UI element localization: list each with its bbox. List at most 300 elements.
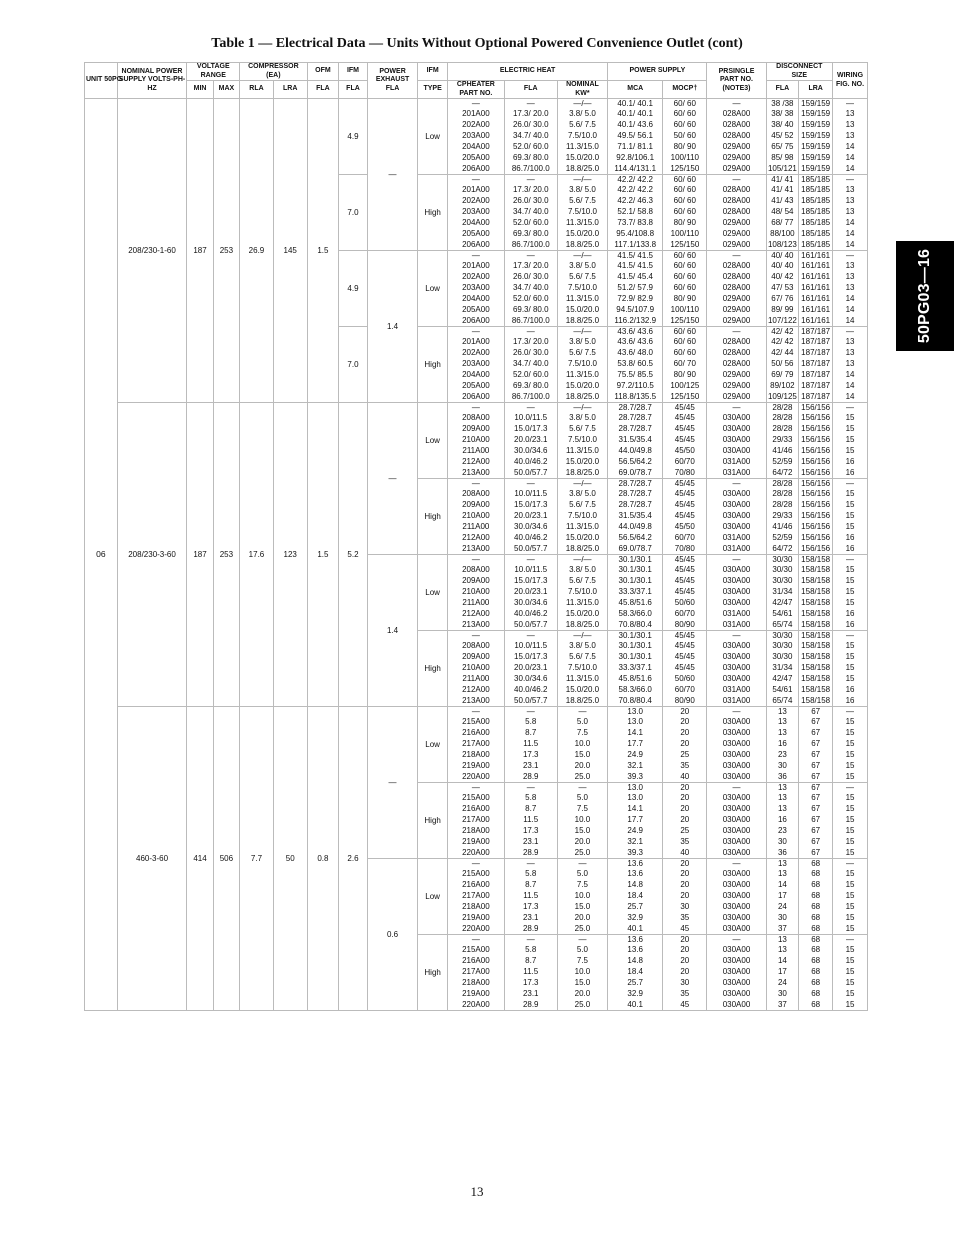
heat-fla-cell: 8.7 [504, 727, 557, 738]
wiring-fig-no-cell: 15 [833, 521, 868, 532]
wiring-fig-no-cell: 14 [833, 293, 868, 304]
prsingle-part-no-cell: — [707, 175, 766, 185]
prsingle-part-no-cell: 030A00 [707, 901, 766, 912]
mocp-cell: 20 [663, 944, 707, 955]
cpheater-part-no-cell: 212A00 [447, 608, 504, 619]
ifm-type-cell: Low [418, 251, 448, 327]
disconnect-lra-cell: 156/156 [799, 403, 833, 413]
prsingle-part-no-cell: 029A00 [707, 163, 766, 175]
heat-fla-cell: 86.7/100.0 [504, 391, 557, 403]
cpheater-part-no-cell: 202A00 [447, 347, 504, 358]
disconnect-lra-cell: 159/159 [799, 108, 833, 119]
nominal-kw-cell: —/— [557, 327, 608, 337]
prsingle-part-no-cell: 030A00 [707, 999, 766, 1011]
prsingle-part-no-cell: — [707, 631, 766, 641]
mca-cell: 70.8/80.4 [608, 619, 663, 631]
nominal-kw-cell: 11.3/15.0 [557, 293, 608, 304]
heat-fla-cell: 50.0/57.7 [504, 695, 557, 707]
mca-cell: 69.0/78.7 [608, 543, 663, 555]
prsingle-part-no-cell: 028A00 [707, 184, 766, 195]
disconnect-lra-cell: 67 [799, 716, 833, 727]
cpheater-part-no-cell: 206A00 [447, 163, 504, 175]
disconnect-lra-cell: 158/158 [799, 619, 833, 631]
cpheater-part-no-cell: 208A00 [447, 640, 504, 651]
cpheater-part-no-cell: 218A00 [447, 901, 504, 912]
mocp-cell: 60/ 60 [663, 260, 707, 271]
nominal-kw-cell: 7.5/10.0 [557, 434, 608, 445]
disconnect-lra-cell: 67 [799, 727, 833, 738]
mca-cell: 24.9 [608, 749, 663, 760]
heat-fla-cell: 34.7/ 40.0 [504, 358, 557, 369]
mocp-cell: 60/ 60 [663, 195, 707, 206]
heat-fla-cell: — [504, 403, 557, 413]
disconnect-fla-cell: 105/121 [767, 164, 797, 173]
cpheater-part-no-cell: 218A00 [447, 825, 504, 836]
disconnect-lra-cell: 67 [799, 749, 833, 760]
prsingle-part-no-cell: — [707, 327, 766, 337]
compressor-lra-cell: 50 [273, 707, 307, 1011]
prsingle-part-no-cell: 030A00 [707, 662, 766, 673]
cpheater-part-no-cell: 213A00 [447, 695, 504, 707]
nominal-kw-cell: 18.8/25.0 [557, 695, 608, 707]
prsingle-part-no-cell: 030A00 [707, 651, 766, 662]
disconnect-lra-cell: 158/158 [799, 597, 833, 608]
disconnect-lra-cell: 161/161 [799, 304, 833, 315]
prsingle-part-no-cell: 030A00 [707, 521, 766, 532]
nominal-kw-cell: 3.8/ 5.0 [557, 336, 608, 347]
mocp-cell: 45/45 [663, 651, 707, 662]
disconnect-lra-cell: 187/187 [799, 369, 833, 380]
disconnect-lra-cell: 158/158 [799, 631, 833, 641]
prsingle-part-no-cell: 031A00 [707, 619, 766, 631]
cpheater-part-no-cell: 211A00 [447, 521, 504, 532]
mocp-cell: 35 [663, 760, 707, 771]
heat-fla-cell: 86.7/100.0 [504, 315, 557, 327]
cpheater-part-no-cell: 217A00 [447, 890, 504, 901]
cpheater-part-no-cell: 211A00 [447, 445, 504, 456]
heat-fla-cell: 11.5 [504, 814, 557, 825]
ifm-type-cell: High [418, 935, 448, 1011]
disconnect-lra-cell: 67 [799, 738, 833, 749]
prsingle-part-no-cell: — [707, 555, 766, 565]
nominal-kw-cell: 5.6/ 7.5 [557, 423, 608, 434]
nominal-kw-cell: —/— [557, 251, 608, 261]
prsingle-part-no-cell: — [707, 403, 766, 413]
mca-cell: 24.9 [608, 825, 663, 836]
prsingle-part-no-cell: 031A00 [707, 543, 766, 555]
mca-cell: 32.9 [608, 912, 663, 923]
wiring-fig-no-cell: 15 [833, 999, 868, 1011]
wiring-fig-no-cell: 14 [833, 315, 868, 327]
compressor-lra-cell: 123 [273, 403, 307, 707]
mca-cell: 56.5/64.2 [608, 532, 663, 543]
prsingle-part-no-cell: 030A00 [707, 803, 766, 814]
heat-fla-cell: 15.0/17.3 [504, 575, 557, 586]
header-nominal-kw: NOMINAL KW* [557, 81, 608, 99]
disconnect-fla-cell: 47/ 53 [766, 282, 799, 293]
heat-fla-cell: 15.0/17.3 [504, 499, 557, 510]
mocp-cell: 45/45 [663, 499, 707, 510]
cpheater-part-no-cell: 218A00 [447, 977, 504, 988]
mca-cell: 28.7/28.7 [608, 488, 663, 499]
heat-fla-cell: — [504, 783, 557, 793]
cpheater-part-no-cell: 201A00 [447, 108, 504, 119]
mocp-cell: 45/45 [663, 479, 707, 489]
nominal-kw-cell: 7.5 [557, 727, 608, 738]
disconnect-fla-cell: 42/47 [766, 597, 799, 608]
heat-fla-cell: — [504, 175, 557, 185]
heat-fla-cell: — [504, 555, 557, 565]
cpheater-part-no-cell: 203A00 [447, 206, 504, 217]
disconnect-lra-cell: 158/158 [799, 575, 833, 586]
disconnect-lra-cell: 68 [799, 977, 833, 988]
wiring-fig-no-cell: 15 [833, 825, 868, 836]
mca-cell: 28.7/28.7 [608, 412, 663, 423]
prsingle-part-no-cell: 030A00 [707, 727, 766, 738]
heat-fla-cell: 30.0/34.6 [504, 597, 557, 608]
disconnect-fla-cell: 45/ 52 [766, 130, 799, 141]
heat-fla-cell: 23.1 [504, 760, 557, 771]
wiring-fig-no-cell: 15 [833, 977, 868, 988]
heat-fla-cell: 20.0/23.1 [504, 510, 557, 521]
disconnect-fla-cell: 24 [766, 977, 799, 988]
disconnect-lra-cell: 158/158 [799, 564, 833, 575]
nominal-kw-cell: 5.0 [557, 792, 608, 803]
mca-cell: 45.8/51.6 [608, 673, 663, 684]
mocp-cell: 20 [663, 727, 707, 738]
cpheater-part-no-cell: 219A00 [447, 836, 504, 847]
disconnect-lra-cell: 68 [799, 879, 833, 890]
wiring-fig-no-cell: — [833, 175, 868, 185]
prsingle-part-no-cell: 028A00 [707, 336, 766, 347]
nominal-kw-cell: 25.0 [557, 999, 608, 1011]
mca-cell: 18.4 [608, 890, 663, 901]
heat-fla-cell: 26.0/ 30.0 [504, 347, 557, 358]
disconnect-lra-cell: 156/156 [799, 412, 833, 423]
mocp-cell: 25 [663, 825, 707, 836]
mca-cell: 17.7 [608, 738, 663, 749]
mocp-cell: 50/60 [663, 673, 707, 684]
wiring-fig-no-cell: 14 [833, 369, 868, 380]
nominal-kw-cell: 18.8/25.0 [557, 619, 608, 631]
mocp-cell: 60/ 60 [663, 251, 707, 261]
heat-fla-cell: 50.0/57.7 [504, 467, 557, 479]
cpheater-part-no-cell: 212A00 [447, 684, 504, 695]
wiring-fig-no-cell: — [833, 707, 868, 717]
header-wiring-fig: WIRING FIG. NO. [833, 63, 868, 99]
wiring-fig-no-cell: 15 [833, 760, 868, 771]
prsingle-part-no-cell: 030A00 [707, 749, 766, 760]
disconnect-fla-cell: 64/72 [766, 543, 799, 555]
cpheater-part-no-cell: 202A00 [447, 119, 504, 130]
heat-fla-cell: 34.7/ 40.0 [504, 282, 557, 293]
nominal-kw-cell: 7.5/10.0 [557, 510, 608, 521]
prsingle-part-no-cell: 030A00 [707, 988, 766, 999]
prsingle-part-no-cell: 029A00 [707, 217, 766, 228]
prsingle-part-no-cell: 030A00 [707, 890, 766, 901]
header-ifm-type: TYPE [418, 81, 448, 99]
heat-fla-cell: 17.3 [504, 825, 557, 836]
heat-fla-cell: 17.3 [504, 749, 557, 760]
mocp-cell: 60/ 60 [663, 175, 707, 185]
mocp-cell: 20 [663, 803, 707, 814]
ifm-type-cell: Low [418, 555, 448, 631]
table-row [85, 99, 868, 109]
wiring-fig-no-cell: 16 [833, 532, 868, 543]
cpheater-part-no-cell: — [447, 631, 504, 641]
cpheater-part-no-cell: 212A00 [447, 532, 504, 543]
wiring-fig-no-cell: — [833, 631, 868, 641]
wiring-fig-no-cell: 15 [833, 923, 868, 935]
mca-cell: 13.0 [608, 783, 663, 793]
disconnect-lra-cell: 159/159 [799, 119, 833, 130]
disconnect-fla-cell: 28/28 [766, 499, 799, 510]
mca-cell: 40.1/ 40.1 [608, 108, 663, 119]
disconnect-fla-cell: 42/ 42 [766, 336, 799, 347]
mocp-cell: 80/ 90 [663, 141, 707, 152]
nominal-kw-cell: 7.5/10.0 [557, 358, 608, 369]
wiring-fig-no-cell: 15 [833, 836, 868, 847]
mocp-cell: 45 [663, 999, 707, 1011]
disconnect-fla-cell: 30 [766, 760, 799, 771]
heat-fla-cell: 23.1 [504, 912, 557, 923]
disconnect-fla-cell: 28/28 [766, 423, 799, 434]
power-exhaust-fla-cell: — [367, 707, 418, 859]
mocp-cell: 125/150 [663, 239, 707, 251]
wiring-fig-no-cell: 13 [833, 260, 868, 271]
wiring-fig-no-cell: 16 [833, 695, 868, 707]
wiring-fig-no-cell: 13 [833, 195, 868, 206]
cpheater-part-no-cell: 208A00 [447, 564, 504, 575]
nominal-kw-cell: 5.6/ 7.5 [557, 499, 608, 510]
mca-cell: 43.6/ 48.0 [608, 347, 663, 358]
mocp-cell: 50/ 60 [663, 130, 707, 141]
mca-cell: 75.5/ 85.5 [608, 369, 663, 380]
prsingle-part-no-cell: 030A00 [707, 825, 766, 836]
header-unit: UNIT 50PG [85, 63, 118, 99]
nominal-kw-cell: 10.0 [557, 738, 608, 749]
heat-fla-cell: 10.0/11.5 [504, 640, 557, 651]
mca-cell: 30.1/30.1 [608, 575, 663, 586]
header-cpheater-part-no: CPHEATER PART NO. [447, 81, 504, 99]
disconnect-fla-cell: 65/ 75 [766, 141, 799, 152]
mca-cell: 43.6/ 43.6 [608, 336, 663, 347]
disconnect-lra-cell: 156/156 [799, 445, 833, 456]
disconnect-lra-cell: 67 [799, 836, 833, 847]
prsingle-part-no-cell: 029A00 [707, 141, 766, 152]
prsingle-part-no-cell: 030A00 [707, 640, 766, 651]
disconnect-fla-cell: 30/30 [766, 640, 799, 651]
wiring-fig-no-cell: 15 [833, 640, 868, 651]
mocp-cell: 20 [663, 738, 707, 749]
cpheater-part-no-cell: 209A00 [447, 575, 504, 586]
heat-fla-cell: 5.8 [504, 868, 557, 879]
heat-fla-cell: 8.7 [504, 803, 557, 814]
nominal-kw-cell: 18.8/25.0 [557, 467, 608, 479]
voltage-max-cell: 253 [213, 403, 239, 707]
mocp-cell: 20 [663, 792, 707, 803]
nominal-kw-cell: 7.5/10.0 [557, 206, 608, 217]
prsingle-part-no-cell: 030A00 [707, 575, 766, 586]
heat-fla-cell: 5.8 [504, 792, 557, 803]
disconnect-lra-cell: 158/158 [799, 662, 833, 673]
nominal-kw-cell: 15.0 [557, 749, 608, 760]
disconnect-fla-cell: 38/ 40 [766, 119, 799, 130]
mca-cell: 56.5/64.2 [608, 456, 663, 467]
prsingle-part-no-cell: 028A00 [707, 260, 766, 271]
disconnect-fla-cell: 13 [766, 792, 799, 803]
disconnect-fla-cell: 65/74 [766, 619, 799, 631]
header-voltage-range: VOLTAGE RANGE [187, 63, 240, 81]
mca-cell: 40.1 [608, 999, 663, 1011]
heat-fla-cell: 20.0/23.1 [504, 434, 557, 445]
mca-cell: 40.1/ 43.6 [608, 119, 663, 130]
nominal-kw-cell: 15.0/20.0 [557, 380, 608, 391]
disconnect-lra-cell: 67 [799, 707, 833, 717]
wiring-fig-no-cell: 15 [833, 673, 868, 684]
heat-fla-cell: 10.0/11.5 [504, 488, 557, 499]
disconnect-lra-cell: 67 [799, 814, 833, 825]
mocp-cell: 80/ 90 [663, 217, 707, 228]
disconnect-fla-cell: 41/ 43 [766, 195, 799, 206]
prsingle-part-no-cell: 031A00 [707, 684, 766, 695]
disconnect-fla-cell: 41/46 [766, 445, 799, 456]
disconnect-lra-cell: 158/158 [799, 586, 833, 597]
nominal-kw-cell: —/— [557, 479, 608, 489]
disconnect-lra-cell: 185/185 [799, 239, 833, 251]
wiring-fig-no-cell: — [833, 783, 868, 793]
mocp-cell: 20 [663, 707, 707, 717]
voltage-min-cell: 187 [187, 99, 213, 403]
wiring-fig-no-cell: 13 [833, 184, 868, 195]
nominal-kw-cell: 7.5/10.0 [557, 586, 608, 597]
cpheater-part-no-cell: — [447, 99, 504, 109]
cpheater-part-no-cell: 205A00 [447, 152, 504, 163]
disconnect-lra-cell: 185/185 [799, 195, 833, 206]
mocp-cell: 80/ 90 [663, 369, 707, 380]
prsingle-part-no-cell: 030A00 [707, 944, 766, 955]
disconnect-fla-cell: 13 [766, 803, 799, 814]
mocp-cell: 100/110 [663, 228, 707, 239]
wiring-fig-no-cell: 16 [833, 543, 868, 555]
disconnect-fla-cell: 14 [766, 955, 799, 966]
heat-fla-cell: 15.0/17.3 [504, 651, 557, 662]
prsingle-part-no-cell: 030A00 [707, 434, 766, 445]
wiring-fig-no-cell: 16 [833, 608, 868, 619]
mca-cell: 117.1/133.8 [608, 239, 663, 251]
wiring-fig-no-cell: 15 [833, 575, 868, 586]
mocp-cell: 35 [663, 836, 707, 847]
mca-cell: 13.6 [608, 868, 663, 879]
prsingle-part-no-cell: 030A00 [707, 597, 766, 608]
nominal-kw-cell: 3.8/ 5.0 [557, 412, 608, 423]
disconnect-fla-cell: 30/30 [766, 631, 799, 641]
mca-cell: 25.7 [608, 901, 663, 912]
mca-cell: 58.3/66.0 [608, 608, 663, 619]
mca-cell: 116.2/132.9 [608, 315, 663, 327]
mca-cell: 95.4/108.8 [608, 228, 663, 239]
prsingle-part-no-cell: — [707, 99, 766, 109]
wiring-fig-no-cell: 15 [833, 749, 868, 760]
mocp-cell: 45/45 [663, 510, 707, 521]
prsingle-part-no-cell: 029A00 [707, 380, 766, 391]
mca-cell: 58.3/66.0 [608, 684, 663, 695]
mocp-cell: 60/ 60 [663, 119, 707, 130]
disconnect-fla-cell: 108/123 [767, 240, 797, 249]
mocp-cell: 80/ 90 [663, 293, 707, 304]
mca-cell: 92.8/106.1 [608, 152, 663, 163]
mca-cell: 13.6 [608, 935, 663, 945]
mocp-cell: 25 [663, 749, 707, 760]
ifm-fla-cell: 5.2 [339, 403, 367, 707]
heat-fla-cell: 86.7/100.0 [504, 163, 557, 175]
wiring-fig-no-cell: 15 [833, 879, 868, 890]
ifm-type-cell: High [418, 175, 448, 251]
heat-fla-cell: 17.3 [504, 901, 557, 912]
wiring-fig-no-cell: 15 [833, 510, 868, 521]
voltage-max-cell: 253 [213, 99, 239, 403]
mocp-cell: 45/45 [663, 488, 707, 499]
mocp-cell: 45/45 [663, 403, 707, 413]
header-ifm: IFM [339, 63, 367, 81]
disconnect-lra-cell: 185/185 [799, 228, 833, 239]
prsingle-part-no-cell: 029A00 [707, 293, 766, 304]
disconnect-lra-cell: 185/185 [799, 217, 833, 228]
cpheater-part-no-cell: — [447, 403, 504, 413]
wiring-fig-no-cell: 15 [833, 727, 868, 738]
mocp-cell: 20 [663, 890, 707, 901]
prsingle-part-no-cell: 028A00 [707, 119, 766, 130]
power-exhaust-fla-cell: — [367, 403, 418, 555]
mca-cell: 73.7/ 83.8 [608, 217, 663, 228]
cpheater-part-no-cell: 217A00 [447, 814, 504, 825]
disconnect-fla-cell: 89/ 99 [766, 304, 799, 315]
nominal-kw-cell: — [557, 707, 608, 717]
disconnect-lra-cell: 156/156 [799, 434, 833, 445]
heat-fla-cell: 17.3/ 20.0 [504, 260, 557, 271]
prsingle-part-no-cell: 030A00 [707, 771, 766, 783]
disconnect-fla-cell: 36 [766, 771, 799, 783]
heat-fla-cell: 52.0/ 60.0 [504, 293, 557, 304]
heat-fla-cell: 17.3/ 20.0 [504, 108, 557, 119]
wiring-fig-no-cell: 15 [833, 423, 868, 434]
disconnect-lra-cell: 68 [799, 955, 833, 966]
wiring-fig-no-cell: 14 [833, 163, 868, 175]
header-ifm-fla: FLA [339, 81, 367, 99]
nominal-kw-cell: 11.3/15.0 [557, 217, 608, 228]
table-title: Table 1 — Electrical Data — Units Without Optional Powered Convenience Outlet (cont) [211, 36, 743, 51]
wiring-fig-no-cell: 15 [833, 564, 868, 575]
disconnect-fla-cell: 50/ 56 [766, 358, 799, 369]
nominal-kw-cell: 18.8/25.0 [557, 315, 608, 327]
disconnect-lra-cell: 68 [799, 912, 833, 923]
mocp-cell: 20 [663, 935, 707, 945]
cpheater-part-no-cell: 220A00 [447, 847, 504, 859]
heat-fla-cell: 69.3/ 80.0 [504, 304, 557, 315]
wiring-fig-no-cell: 14 [833, 141, 868, 152]
nominal-kw-cell: 15.0 [557, 977, 608, 988]
disconnect-fla-cell: 109/125 [767, 392, 797, 401]
header-power-supply: POWER SUPPLY [608, 63, 707, 81]
mca-cell: 97.2/110.5 [608, 380, 663, 391]
mocp-cell: 50/60 [663, 597, 707, 608]
disconnect-fla-cell: 52/59 [766, 532, 799, 543]
mocp-cell: 80/90 [663, 695, 707, 707]
disconnect-fla-cell: 40/ 42 [766, 271, 799, 282]
prsingle-part-no-cell: 030A00 [707, 586, 766, 597]
cpheater-part-no-cell: 204A00 [447, 369, 504, 380]
power-exhaust-fla-cell: 1.4 [367, 555, 418, 707]
